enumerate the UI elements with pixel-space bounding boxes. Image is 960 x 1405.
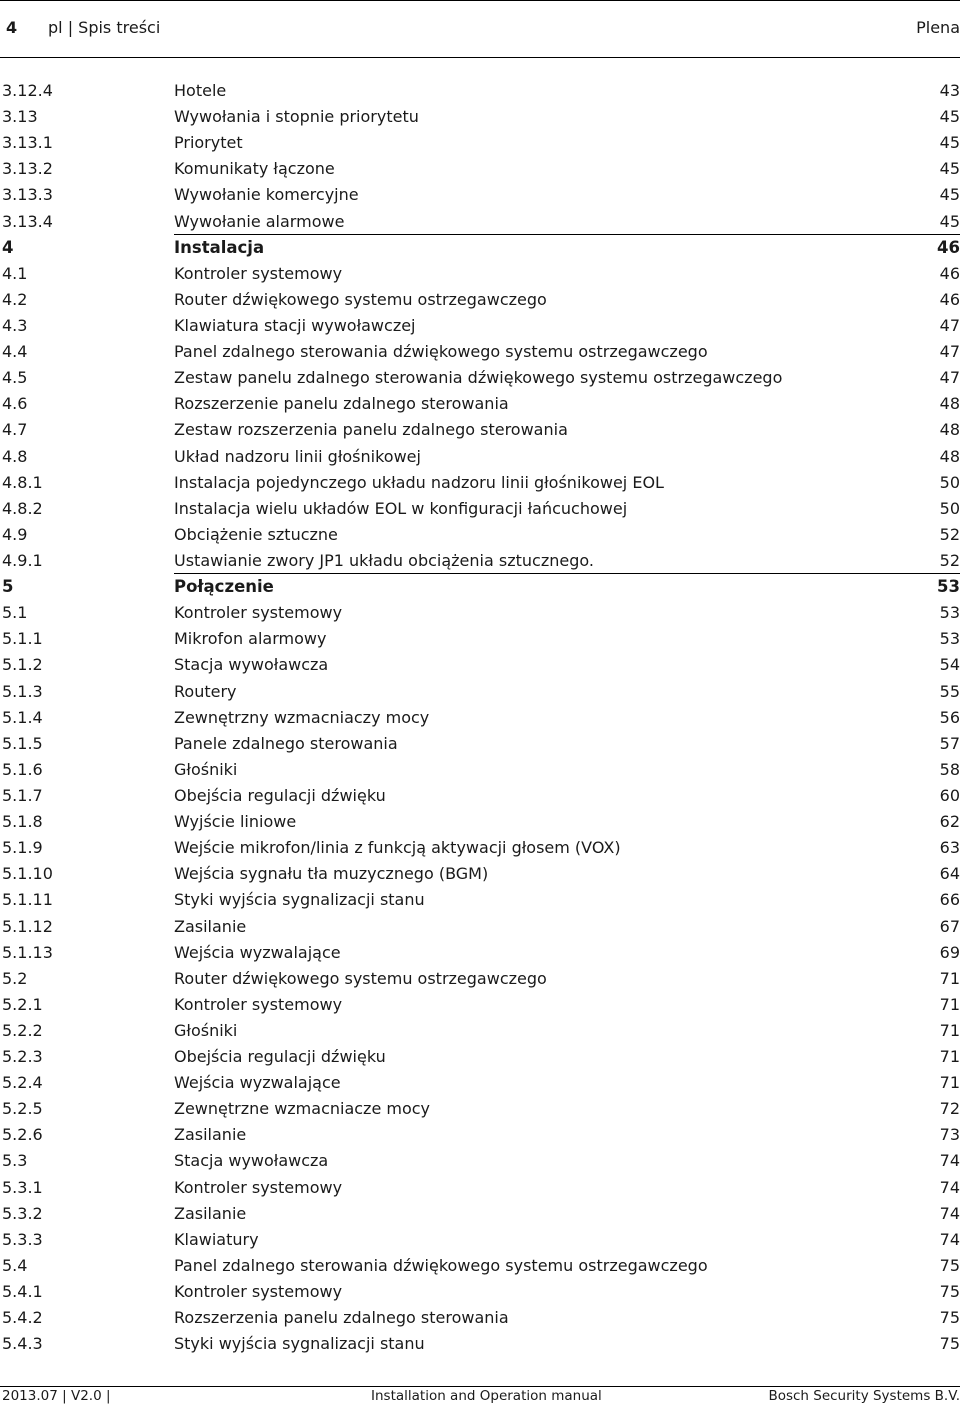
toc-entry-title: Głośniki [174,759,238,779]
toc-entry-number: 5.2.6 [2,1125,43,1145]
toc-entry-title: Obejścia regulacji dźwięku [174,785,386,805]
toc-entry-number: 5.1 [2,603,28,623]
toc-entry[interactable] [0,1279,960,1305]
toc-entry-title: Zasilanie [174,916,247,936]
toc-entry[interactable] [0,861,960,887]
toc-entry-number: 5 [2,577,14,597]
toc-entry-title: Klawiatura stacji wywoławczej [174,315,416,335]
toc-entry[interactable] [0,809,960,835]
toc-entry-page: 75 [939,1334,960,1354]
toc-entry[interactable] [0,731,960,757]
toc-entry-title: Układ nadzoru linii głośnikowej [174,446,421,466]
toc-chapter-entry[interactable] [0,574,960,600]
footer-version: 2013.07 | V2.0 | [2,1388,111,1404]
toc-entry[interactable] [0,104,960,130]
toc-entry[interactable] [0,209,960,235]
toc-entry-title: Kontroler systemowy [174,603,343,623]
toc-entry-number: 5.4.2 [2,1308,43,1328]
toc-entry-title: Wejścia sygnału tła muzycznego (BGM) [174,864,489,884]
toc-entry-title: Wywołanie komercyjne [174,185,359,205]
toc-entry[interactable] [0,600,960,626]
toc-entry-page: 46 [939,289,960,309]
toc-entry-page: 55 [939,681,960,701]
toc-entry-title: Styki wyjścia sygnalizacji stanu [174,1334,425,1354]
toc-entry-number: 4.5 [2,368,28,388]
toc-entry-title: Router dźwiękowego systemu ostrzegawczego [174,968,547,988]
toc-entry-number: 5.1.7 [2,785,43,805]
toc-entry-number: 5.1.12 [2,916,53,936]
toc-entry-page: 56 [939,707,960,727]
toc-entry-page: 45 [939,211,960,231]
toc-entry-page: 57 [939,733,960,753]
toc-entry-page: 48 [939,446,960,466]
toc-entry-page: 74 [939,1151,960,1171]
top-rule [0,0,960,1]
toc-entry-title: Router dźwiękowego systemu ostrzegawczego [174,289,547,309]
toc-entry-page: 75 [939,1308,960,1328]
toc-entry[interactable] [0,1201,960,1227]
toc-entry[interactable] [0,1175,960,1201]
toc-entry[interactable] [0,783,960,809]
toc-entry[interactable] [0,496,960,522]
toc-entry-number: 5.1.5 [2,733,43,753]
toc-entry-title: Zestaw panelu zdalnego sterowania dźwiękowego systemu ostrzegawczego [174,368,783,388]
toc-entry[interactable] [0,444,960,470]
toc-entry-title: Hotele [174,81,227,100]
toc-entry[interactable] [0,522,960,548]
toc-entry-page: 54 [939,655,960,675]
toc-entry-title: Rozszerzenia panelu zdalnego sterowania [174,1308,509,1328]
toc-entry-number: 4.6 [2,394,28,414]
page-number: 4 [6,18,18,37]
toc-entry-number: 5.1.9 [2,838,43,858]
toc-entry-number: 5.1.13 [2,942,53,962]
toc-entry-number: 4.8.1 [2,472,43,492]
toc-entry[interactable] [0,1227,960,1253]
toc-entry-number: 5.1.4 [2,707,43,727]
toc-entry-number: 5.4.3 [2,1334,43,1354]
toc-entry[interactable] [0,156,960,182]
footer-publisher: Bosch Security Systems B.V. [768,1388,960,1404]
toc-entry[interactable] [0,1044,960,1070]
toc-entry-page: 71 [939,968,960,988]
toc-entry-number: 4.9.1 [2,550,43,570]
toc-entry-title: Wejście mikrofon/linia z funkcją aktywacji głosem (VOX) [174,838,621,858]
toc-entry-number: 4.4 [2,342,28,362]
toc-entry-page: 53 [939,629,960,649]
toc-entry-number: 5.3.2 [2,1203,43,1223]
toc-entry-title: Panele zdalnego sterowania [174,733,398,753]
toc-entry-page: 66 [939,890,960,910]
toc-entry-number: 4.8.2 [2,498,43,518]
toc-entry-page: 45 [939,133,960,153]
toc-entry-page: 67 [939,916,960,936]
toc-entry-title: Klawiatury [174,1229,259,1249]
toc-entry-page: 75 [939,1282,960,1302]
toc-entry-title: Panel zdalnego sterowania dźwiękowego systemu ostrzegawczego [174,342,708,362]
toc-entry-number: 4.7 [2,420,28,440]
toc-entry[interactable] [0,261,960,287]
toc-entry-number: 5.1.2 [2,655,43,675]
toc-entry-page: 45 [939,159,960,179]
toc-entry-page: 45 [939,107,960,127]
toc-entry-title: Instalacja [174,237,265,257]
toc-entry-number: 3.13.3 [2,185,53,205]
toc-entry-number: 5.3.1 [2,1177,43,1197]
toc-entry[interactable] [0,1096,960,1122]
toc-entry-number: 4 [2,237,14,257]
toc-entry-page: 74 [939,1177,960,1197]
toc-entry[interactable] [0,914,960,940]
footer-document-title: Installation and Operation manual [371,1388,602,1404]
toc-entry[interactable] [0,705,960,731]
toc-entry-title: Mikrofon alarmowy [174,629,327,649]
toc-entry-page: 75 [939,1255,960,1275]
toc-entry[interactable] [0,1253,960,1279]
toc-entry-number: 5.2 [2,968,28,988]
toc-entry-title: Wejścia wyzwalające [174,1073,341,1093]
toc-entry-number: 5.4.1 [2,1282,43,1302]
toc-entry-number: 5.3.3 [2,1229,43,1249]
toc-entry-page: 43 [939,81,960,100]
toc-entry-title: Połączenie [174,577,274,597]
toc-entry[interactable] [0,78,960,104]
toc-entry-number: 3.13.2 [2,159,53,179]
toc-entry-page: 60 [939,785,960,805]
toc-entry-title: Wywołanie alarmowe [174,211,345,231]
toc-entry-title: Zasilanie [174,1203,247,1223]
toc-entry-number: 5.3 [2,1151,28,1171]
toc-entry[interactable] [0,339,960,365]
toc-entry-title: Ustawianie zwory JP1 układu obciążenia sztucznego. [174,550,594,570]
toc-entry-page: 64 [939,864,960,884]
toc-entry[interactable] [0,365,960,391]
table-of-contents [0,78,960,1357]
toc-entry-page: 71 [939,994,960,1014]
toc-entry[interactable] [0,1070,960,1096]
header-divider [0,57,960,58]
toc-entry-number: 4.1 [2,263,28,283]
toc-entry-title: Zewnętrzne wzmacniacze mocy [174,1099,431,1119]
toc-entry-page: 47 [939,342,960,362]
toc-entry-number: 5.1.3 [2,681,43,701]
toc-entry[interactable] [0,835,960,861]
toc-entry-number: 3.12.4 [2,81,53,100]
toc-entry-title: Obciążenie sztuczne [174,524,338,544]
toc-entry-title: Głośniki [174,1020,238,1040]
toc-entry-page: 50 [939,498,960,518]
toc-entry-title: Instalacja wielu układów EOL w konfiguracji łańcuchowej [174,498,628,518]
toc-entry-number: 5.1.1 [2,629,43,649]
toc-entry-page: 45 [939,185,960,205]
toc-entry-number: 5.2.4 [2,1073,43,1093]
toc-entry-title: Wywołania i stopnie priorytetu [174,107,419,127]
toc-entry-title: Kontroler systemowy [174,1177,343,1197]
toc-entry-title: Wyjście liniowe [174,812,297,832]
footer-divider [0,1386,960,1387]
toc-entry[interactable] [0,417,960,443]
toc-entry[interactable] [0,992,960,1018]
toc-entry-page: 53 [939,603,960,623]
toc-entry-title: Kontroler systemowy [174,263,343,283]
toc-entry-number: 3.13.4 [2,211,53,231]
toc-entry[interactable] [0,966,960,992]
toc-entry-number: 5.1.10 [2,864,53,884]
toc-entry[interactable] [0,652,960,678]
toc-entry[interactable] [0,287,960,313]
toc-entry[interactable] [0,548,960,574]
toc-entry[interactable] [0,1122,960,1148]
toc-entry-title: Panel zdalnego sterowania dźwiękowego systemu ostrzegawczego [174,1255,708,1275]
page-footer [0,1388,960,1405]
toc-entry-number: 5.2.1 [2,994,43,1014]
toc-entry-page: 74 [939,1203,960,1223]
toc-entry-title: Komunikaty łączone [174,159,335,179]
toc-entry-page: 71 [939,1047,960,1067]
toc-entry-number: 5.2.5 [2,1099,43,1119]
toc-entry-number: 5.1.8 [2,812,43,832]
toc-entry[interactable] [0,470,960,496]
toc-entry-page: 69 [939,942,960,962]
toc-entry-page: 46 [937,237,960,257]
toc-entry-number: 5.1.6 [2,759,43,779]
toc-entry-number: 4.9 [2,524,28,544]
toc-entry-page: 74 [939,1229,960,1249]
toc-entry-number: 5.1.11 [2,890,53,910]
toc-entry[interactable] [0,313,960,339]
toc-entry[interactable] [0,679,960,705]
toc-entry-page: 48 [939,394,960,414]
toc-entry-number: 3.13 [2,107,38,127]
toc-entry-page: 46 [939,263,960,283]
toc-entry-number: 5.2.3 [2,1047,43,1067]
toc-entry-page: 73 [939,1125,960,1145]
toc-entry[interactable] [0,1018,960,1044]
breadcrumb: pl | Spis treści [48,18,161,37]
toc-entry[interactable] [0,130,960,156]
toc-entry[interactable] [0,182,960,208]
toc-entry-page: 47 [939,368,960,388]
toc-entry-title: Zewnętrzny wzmacniaczy mocy [174,707,430,727]
toc-entry-page: 62 [939,812,960,832]
toc-entry-page: 52 [939,524,960,544]
toc-entry[interactable] [0,1331,960,1357]
toc-entry-number: 5.2.2 [2,1020,43,1040]
toc-entry-title: Kontroler systemowy [174,994,343,1014]
toc-entry-page: 48 [939,420,960,440]
toc-entry-page: 63 [939,838,960,858]
toc-entry-title: Obejścia regulacji dźwięku [174,1047,386,1067]
toc-entry[interactable] [0,1148,960,1174]
toc-entry-title: Zestaw rozszerzenia panelu zdalnego sterowania [174,420,568,440]
toc-entry-page: 53 [937,577,960,597]
toc-entry[interactable] [0,887,960,913]
toc-entry-title: Wejścia wyzwalające [174,942,341,962]
toc-entry-number: 4.8 [2,446,28,466]
toc-entry-title: Stacja wywoławcza [174,1151,329,1171]
toc-entry-number: 4.3 [2,315,28,335]
toc-entry[interactable] [0,940,960,966]
toc-entry-title: Priorytet [174,133,243,153]
toc-entry[interactable] [0,626,960,652]
toc-entry[interactable] [0,1305,960,1331]
toc-entry-title: Stacja wywoławcza [174,655,329,675]
toc-entry-title: Routery [174,681,237,701]
toc-entry-page: 71 [939,1020,960,1040]
page-header [0,16,960,40]
toc-entry[interactable] [0,391,960,417]
toc-entry-number: 5.4 [2,1255,28,1275]
toc-entry-number: 3.13.1 [2,133,53,153]
toc-entry-title: Zasilanie [174,1125,247,1145]
toc-entry-title: Styki wyjścia sygnalizacji stanu [174,890,425,910]
toc-entry-title: Kontroler systemowy [174,1282,343,1302]
toc-entry-page: 72 [939,1099,960,1119]
toc-entry[interactable] [0,757,960,783]
toc-entry-page: 47 [939,315,960,335]
toc-entry-page: 71 [939,1073,960,1093]
toc-entry-title: Rozszerzenie panelu zdalnego sterowania [174,394,509,414]
toc-chapter-entry[interactable] [0,235,960,261]
toc-entry-page: 52 [939,550,960,570]
toc-entry-page: 58 [939,759,960,779]
toc-entry-number: 4.2 [2,289,28,309]
toc-entry-page: 50 [939,472,960,492]
product-name: Plena [916,18,960,37]
toc-entry-title: Instalacja pojedynczego układu nadzoru linii głośnikowej EOL [174,472,664,492]
